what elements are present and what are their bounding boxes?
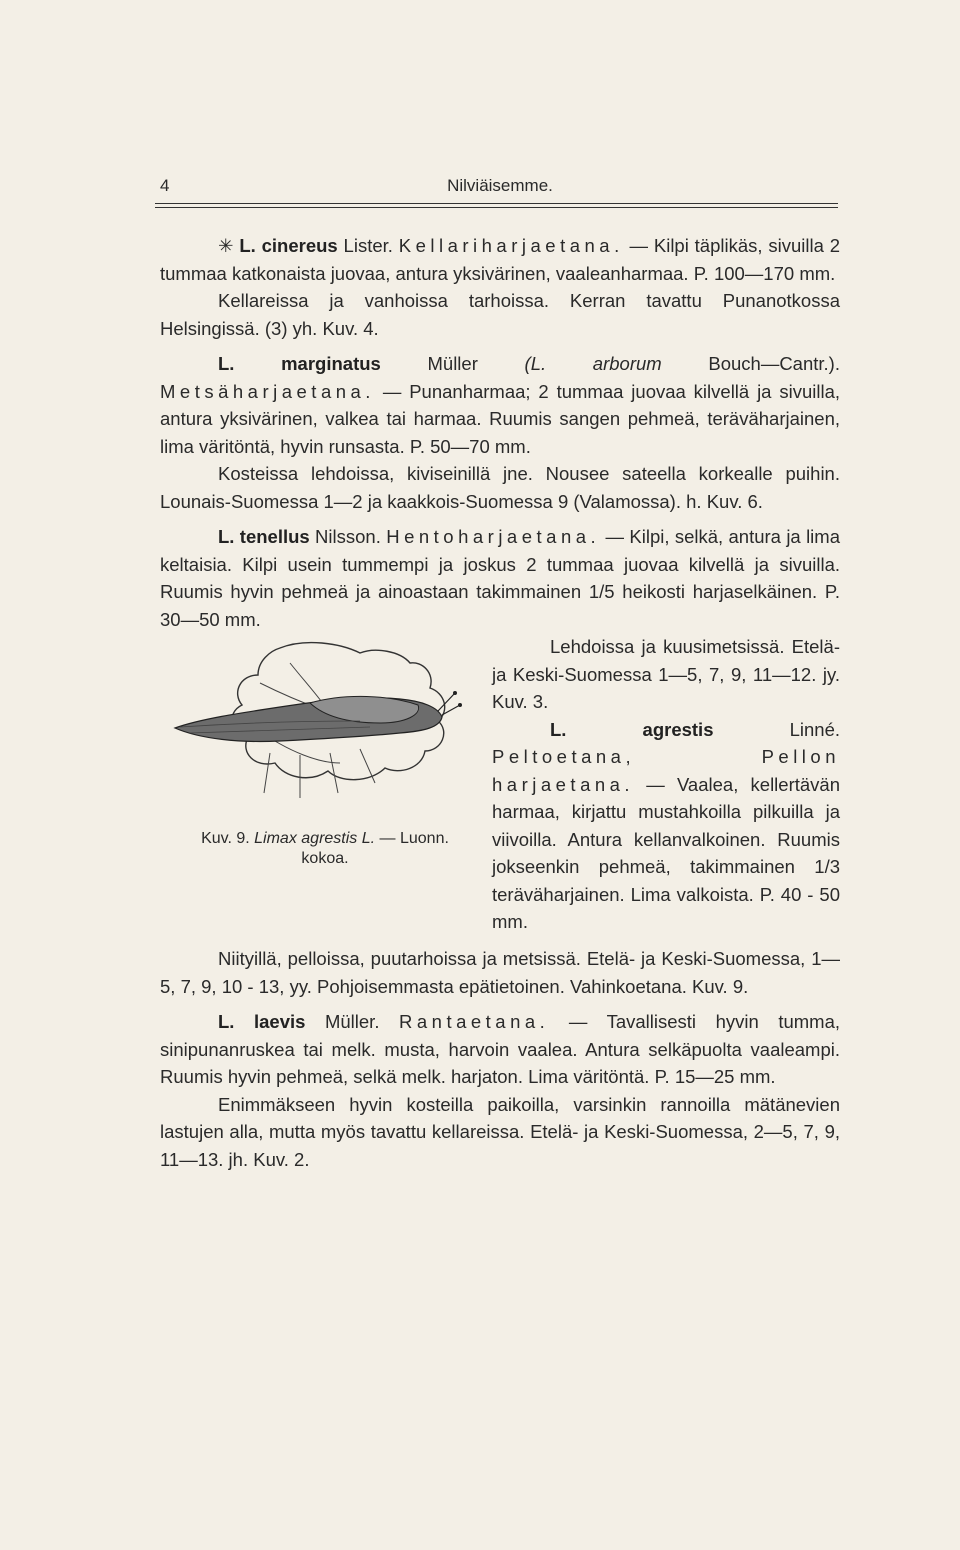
habitat-laevis: Enimmäkseen hyvin kosteilla paikoilla, varsinkin rannoilla mätänevien lastujen alla, mutta myös tavattu kellareissa. Etelä- ja Keski-Suomessa, 2—5, 7, 9, 11—13. jh. Kuv. 2. (160, 1093, 840, 1170)
description: — Kilpi täplikäs, sivuilla 2 tummaa katkonaista juovaa, antura yksivärinen, vaaleanharmaa. P. 100—170 mm. (160, 235, 840, 284)
caption-scale: — Luonn. kokoa. (301, 830, 449, 867)
habitat-cinereus: Kellareissa ja vanhoissa tarhoissa. Kerran tavattu Punanotkossa Helsingissä. (3) yh. Kuv. 4. (160, 290, 840, 339)
species-name: L. cinereus (239, 235, 338, 256)
fraction: 1/3 (814, 856, 840, 877)
species-name: L. tenellus (218, 526, 310, 547)
description-end: teräväharjainen. Lima valkoista. P. 40 - 50 mm. (492, 883, 840, 932)
author: Nilsson. (309, 526, 387, 547)
author: Müller (380, 353, 525, 374)
common-name: Rantaetana. (399, 1011, 550, 1032)
figure-slug (160, 633, 478, 941)
habitat-agrestis: Niityillä, pelloissa, puutarhoissa ja metsissä. Etelä- ja Keski-Suomessa, 1—5, 7, 9, 10 - 13, yy. Pohjoisemmasta epätietoinen. Vahinkoetana. Kuv. 9. (160, 948, 840, 997)
author: Lister. (337, 235, 399, 256)
entry-cinereus (160, 232, 840, 287)
common-name: Peltoetana, Pellon harjaetana. (492, 746, 840, 795)
common-name: Kellariharjaetana. (398, 235, 624, 256)
description-end: heikosti harjaselkäinen. P. 30—50 mm. (160, 581, 840, 630)
author: Linné. (713, 718, 840, 740)
author: Müller. (305, 1011, 400, 1032)
body-text (160, 232, 840, 1173)
figure-caption (190, 829, 460, 869)
entry-tenellus (160, 523, 840, 633)
synonym: (L. arborum (524, 353, 662, 374)
fraction: 1/5 (588, 581, 615, 602)
description: — Punanharmaa; 2 tummaa juovaa kilvellä ja sivuilla, antura yksivärinen, valkea tai harmaa. Ruumis sangen pehmeä, teräväharjainen, lima väritöntä, hyvin runsasta. P. 50—70 mm. (160, 380, 840, 457)
habitat-tenellus: Lehdoissa ja kuusimetsissä. Etelä- ja Keski-Suomessa 1—5, 7, 9, 11—12. jy. Kuv. 3. (492, 636, 840, 712)
common-name: Hentoharjaetana. (386, 526, 601, 547)
caption-species: Limax agrestis L. (254, 830, 376, 847)
description: — Vaalea, kellertävän harmaa, kirjattu mustahkoilla pilkuilla ja viivoilla. Antura kellanvalkoinen. Ruumis jokseenkin pehmeä, takimmainen (492, 773, 840, 877)
page-number: 4 (160, 176, 170, 195)
description: — Tavallisesti hyvin tumma, sinipunanruskea tai melk. musta, harvoin vaalea. Antura selkäpuolta vaaleampi. Ruumis hyvin pehmeä, selkä melk. harjaton. Lima väritöntä. P. 15—25 mm. (160, 1011, 840, 1087)
header-rule-top (155, 203, 838, 204)
entry-laevis (160, 1008, 840, 1091)
species-name: L. marginatus (218, 353, 381, 374)
entry-marginatus (160, 350, 840, 460)
running-head: Nilviäisemme. (447, 176, 553, 195)
common-name: Metsäharjaetana. (160, 380, 375, 402)
species-name: L. laevis (218, 1011, 306, 1032)
slug-on-leaf-illustration (160, 633, 478, 823)
habitat-marginatus: Kosteissa lehdoissa, kiviseinillä jne. Nousee sateella korkealle puihin. Lounais-Suomessa 1—2 ja kaakkois-Suomessa 9 (Valamossa). h. Kuv. 6. (160, 463, 840, 512)
header-rule-bottom (155, 207, 838, 208)
caption-label: Kuv. 9. (201, 830, 255, 847)
species-name: L. agrestis (550, 718, 714, 740)
synonym-author: Bouch—Cantr.). (661, 353, 840, 374)
description: — Kilpi, selkä, antura ja lima keltaisia. Kilpi usein tummempi ja joskus 2 tummaa juovaa kilvellä ja sivuilla. Ruumis hyvin pehmeä ja ainoastaan takimmainen (160, 526, 840, 602)
page-header (160, 176, 840, 200)
asterisk-mark-icon: ✳ (218, 235, 234, 256)
